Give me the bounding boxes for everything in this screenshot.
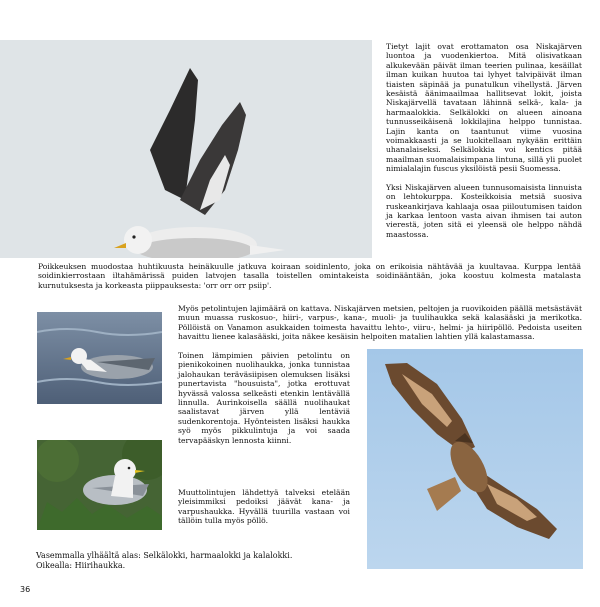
caption-left-photos: Vasemmalla ylhäältä alas: Selkälokki, harmaalokki ja kalalokki.	[36, 551, 293, 560]
gull-flight-illustration	[0, 40, 372, 258]
photo-lesser-black-backed-gull	[0, 40, 372, 258]
paragraph-local-species: Tietyt lajit ovat erottamaton osa Niskajärven luontoa ja vuodenkiertoa. Mitä olisivatkaan alkukevään päivät ilman teerien pulinaa, kesäillat ilman kuikan huutoa tai lyhyet talvipäivät ilman tiaisten säpinää ja punatulkun vihellystä. Järven kesäistä äänimaailmaa hallitsevat lokit, joista Niskajärvellä tavataan lähinnä selkä-, kala- ja harmaalokkia. Selkälokki on alueen ainoana tunnusseikäisenä lokkilajina helppo tunnistaa. Lajin kanta on taantunut viime vuosina voimakkaasti ja se luokitellaan nykyään erittäin uhanalaiseksi. Selkälokkia voi kentics pitää maailman suomalaisimpana lintuna, sillä yli puolet nimialalajin fuscus yksilöistä pesii Suomessa.	[386, 42, 582, 174]
paragraph-winter-raptors: Muuttolintujen lähdettyä talveksi etelään yleisimmiksi pedoiksi jäävät kana- ja varpushaukka. Hyvällä tuurilla vastaan voi tällöin tulla myös pöllö.	[178, 488, 350, 526]
gull-on-tree-illustration	[37, 440, 162, 530]
paragraph-kestrel: Toinen lämpimien päivien petolintu on pienikokoinen nuolihaukka, jonka tunnistaa jalohaukan teräväsiipisen olemuksen lisäksi punertavista "housuista", jotka erottuvat hyvässä valossa selkeästi etenkin lentävällä linnulla. Aurinkoisella säällä nuolihaukat saalistavat järven yllä lentäviä sudenkorentoja. Hyönteisten lisäksi haukka syö myös pikkulintuja ja voi saada tervapääskyn lennosta kiinni.	[178, 351, 350, 445]
buzzard-flight-illustration	[367, 349, 583, 569]
photo-common-buzzard	[367, 349, 583, 569]
photo-common-gull-on-tree	[37, 440, 162, 530]
paragraph-woodcock-continued: Poikkeuksen muodostaa huhtikuusta heinäkuulle jatkuva koiraan soidinlento, joka on erikoisia nähtävää ja kuultavaa. Kurppa lentää soidinkierrostaan iltahämärissä puiden latvojen tasalla toistellen omintakeista soidinääntään, joka koostuu kolmesta matalasta kurnutuksesta ja korkeasta piippauksesta: 'orr orr orr psiip'.	[38, 262, 581, 290]
page-number: 36	[20, 585, 31, 594]
photo-gull-on-water	[37, 312, 162, 404]
gull-on-water-illustration	[37, 312, 162, 404]
intro-text-column	[386, 42, 582, 248]
caption-right-photo: Oikealla: Hiirihaukka.	[36, 561, 126, 570]
paragraph-raptors: Myös petolintujen lajimäärä on kattava. Niskajärven metsien, peltojen ja ruovikoiden päällä metsästävät muun muassa ruskosuo-, hiiri-, varpus-, kana-, muoli- ja tuulihaukka sekä kalasääski ja merikotka. Pöllöistä on Vanamon asukkaiden toimesta havaittu lehto-, viiru-, helmi- ja hiiripöllö. Pedoista useiten havaittu lienee kalasääski, joita näkee kesäisin helpoiten matalien lahtien yllä kalastamassa.	[178, 304, 582, 342]
paragraph-woodcock: Yksi Niskajärven alueen tunnusomaisista linnuista on lehtokurppa. Kosteikkoisia metsiä suosiva ruskeankirjava kahlaaja osaa piiloutumisen taidon ja karkaa lentoon vasta aivan ihmisen tai auton vierestä, joten sitä ei yleensä ole helppo nähdä maastossa.	[386, 182, 582, 239]
photo-captions	[36, 551, 356, 571]
